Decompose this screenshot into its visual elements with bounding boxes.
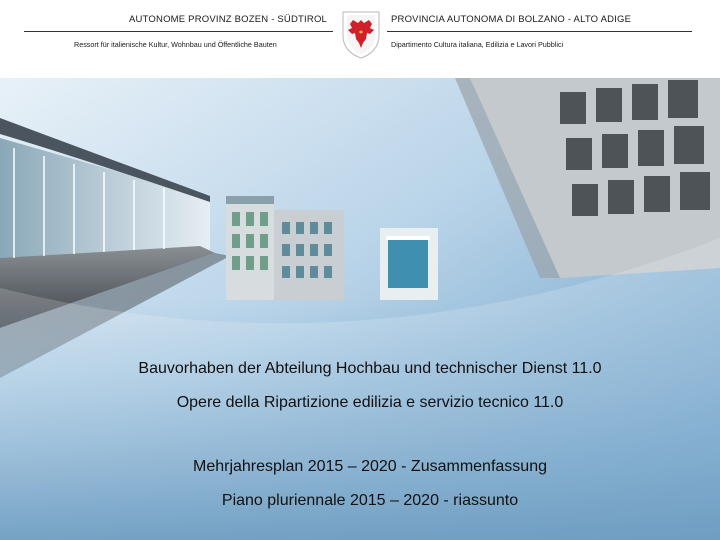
slide-header — [0, 0, 720, 78]
slide-titles — [0, 78, 720, 540]
subtitle-german: Mehrjahresplan 2015 – 2020 - Zusammenfassung — [193, 458, 547, 475]
subtitle-italian: Piano pluriennale 2015 – 2020 - riassunto — [221, 492, 519, 509]
title-italian: Opere della Ripartizione edilizia e servizio tecnico 11.0 — [176, 394, 564, 411]
header-title-italian: PROVINCIA AUTONOMA DI BOLZANO - ALTO ADIGE — [391, 14, 632, 25]
title-german: Bauvorhaben der Abteilung Hochbau und technischer Dienst 11.0 — [138, 360, 602, 377]
eagle-crest-icon — [339, 8, 383, 60]
header-department-german: Ressort für italienische Kultur, Wohnbau und Öffentliche Bauten — [74, 40, 277, 49]
header-title-german: AUTONOME PROVINZ BOZEN - SÜDTIROL — [129, 14, 328, 25]
header-department-italian: Dipartimento Cultura italiana, Edilizia e Lavori Pubblici — [391, 40, 564, 49]
